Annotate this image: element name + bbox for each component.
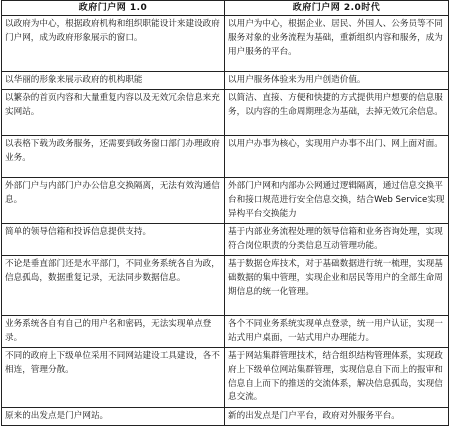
table-row <box>2 316 449 348</box>
table-cell: 简单的领导信箱和投诉信息提供支持。 <box>2 224 225 256</box>
table-row <box>2 408 449 426</box>
table-cell: 不论是垂直部门还是水平部门，不同业务系统各自为政，信息孤岛，数据重复记录，无法同步数据信息。 <box>2 256 225 316</box>
table-cell: 以华丽的形象来展示政府的机构职能 <box>2 72 225 90</box>
table-cell: 以用户为中心，根据企业、居民、外国人、公务员等不同服务对象的业务流程为基础，重新组织内容和服务，成为用户服务的平台。 <box>225 16 449 72</box>
table-row <box>2 16 449 72</box>
comparison-table <box>1 0 449 426</box>
table-row <box>2 72 449 90</box>
table-cell: 基于内部业务流程处理的领导信箱和业务咨询处理，实现符合岗位职责的分类信息互动管理功能。 <box>225 224 449 256</box>
table-row <box>2 136 449 178</box>
table-row <box>2 348 449 408</box>
table-row <box>2 224 449 256</box>
table-row <box>2 178 449 224</box>
table-row <box>2 90 449 136</box>
table-row <box>2 256 449 316</box>
column-header-portal-2: 政府门户网 2.0时代 <box>225 1 449 16</box>
table-cell: 以用户办事为核心，实现用户办事不出门、网上面对面。 <box>225 136 449 178</box>
column-header-portal-1: 政府门户网 1.0 <box>2 1 225 16</box>
table-cell: 新的出发点是门户平台，政府对外服务平台。 <box>225 408 449 426</box>
table-cell: 以政府为中心，根据政府机构和组织职能设计来建设政府门户网，成为政府形象展示的窗口。 <box>2 16 225 72</box>
table-cell: 外部门户网和内部办公网通过逻辑隔离，通过信息交换平台和接口规范进行安全信息交换，结合Web Service实现异构平台交换能力 <box>225 178 449 224</box>
table-cell: 以繁杂的首页内容和大量重复内容以及无效冗余信息来充实网站。 <box>2 90 225 136</box>
table-cell: 外部门户与内部门户办公信息交换隔离，无法有效沟通信息。 <box>2 178 225 224</box>
table-cell: 基于网站集群管理技术，结合组织结构管理体系，实现政府上下级单位网站集群管理，实现信息自下而上的报审和信息自上而下的推送的交流体系，解决信息孤岛，实现信息交流。 <box>225 348 449 408</box>
table-cell: 以简洁、直接、方便和快捷的方式提供用户想要的信息服务，以内容的生命周期理念为基础，去掉无效冗余信息。 <box>225 90 449 136</box>
table-header-row <box>2 1 449 16</box>
table-cell: 各个不同业务系统实现单点登录，统一用户认证，实现一站式用户桌面，一站式用户办理能力。 <box>225 316 449 348</box>
table-cell: 业务系统各自有自己的用户名和密码，无法实现单点登录。 <box>2 316 225 348</box>
table-cell: 原来的出发点是门户网站。 <box>2 408 225 426</box>
table-cell: 基于数据仓库技术，对于基础数据进行统一梳理，实现基础数据的集中管理，实现企业和居民等用户的全部生命周期信息的统一化管理。 <box>225 256 449 316</box>
table-cell: 以用户服务体验来为用户创造价值。 <box>225 72 449 90</box>
table-cell: 以表格下载为政务服务，还需要到政务窗口部门办理政府业务。 <box>2 136 225 178</box>
table-cell: 不同的政府上下级单位采用不同网站建设工具建设，各不相连，管理分散。 <box>2 348 225 408</box>
